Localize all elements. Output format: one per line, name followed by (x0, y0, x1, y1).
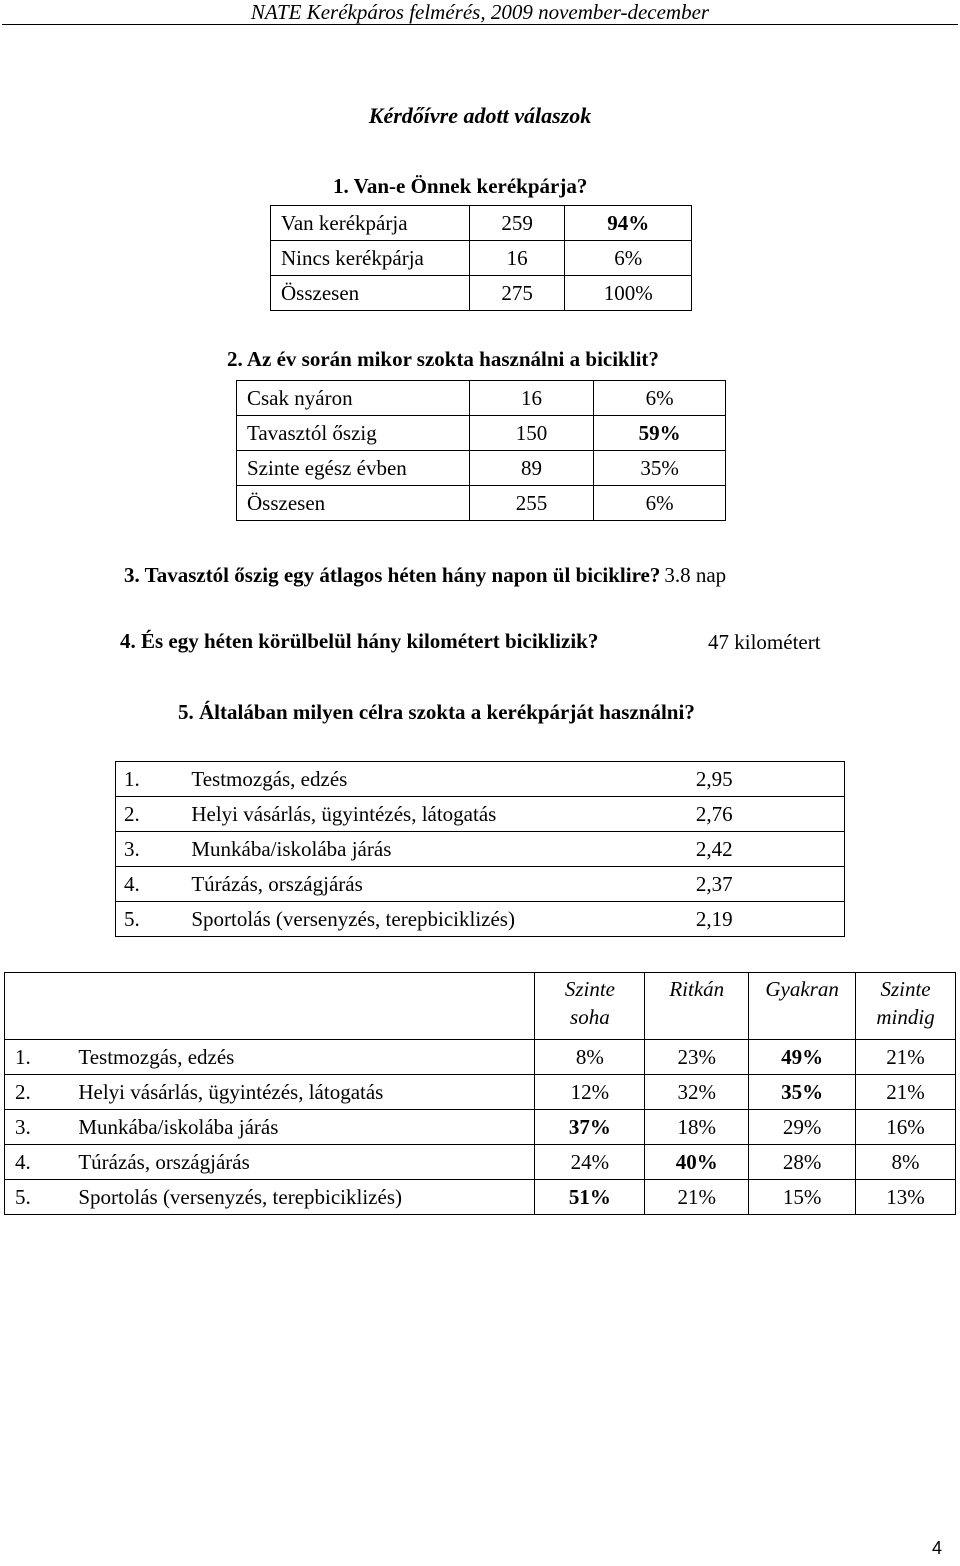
table-row (237, 416, 726, 451)
row-count: 259 (469, 206, 565, 241)
row-label: Csak nyáron (237, 381, 470, 416)
frequency-value: 8% (856, 1145, 956, 1180)
frequency-value: 16% (856, 1110, 956, 1145)
rank-label: Túrázás, országjárás (191, 867, 695, 902)
rank-number: 3. (116, 832, 192, 867)
rank-score: 2,42 (696, 832, 845, 867)
row-percent: 6% (594, 486, 726, 521)
table-row (271, 206, 692, 241)
frequency-value: 8% (535, 1040, 645, 1075)
frequency-value: 29% (749, 1110, 856, 1145)
frequency-number: 2. (5, 1075, 79, 1110)
ranking-row (116, 867, 845, 902)
frequency-row (5, 1040, 956, 1075)
row-count: 16 (469, 381, 594, 416)
row-label: Összesen (237, 486, 470, 521)
frequency-number: 4. (5, 1145, 79, 1180)
frequency-value: 18% (645, 1110, 749, 1145)
row-label: Nincs kerékpárja (271, 241, 470, 276)
table-row (237, 381, 726, 416)
row-count: 255 (469, 486, 594, 521)
q1-table (270, 205, 692, 311)
q2-table (236, 380, 726, 521)
header-divider (2, 24, 958, 25)
row-percent: 94% (565, 206, 692, 241)
rank-number: 2. (116, 797, 192, 832)
frequency-label: Helyi vásárlás, ügyintézés, látogatás (78, 1075, 535, 1110)
question-5: 5. Általában milyen célra szokta a kerékpárját használni? (178, 700, 695, 724)
frequency-label: Testmozgás, edzés (78, 1040, 535, 1075)
frequency-label: Túrázás, országjárás (78, 1145, 535, 1180)
answer-4: 47 kilométert (708, 630, 821, 654)
frequency-value: 15% (749, 1180, 856, 1215)
ranking-row (116, 832, 845, 867)
frequency-value: 40% (645, 1145, 749, 1180)
rank-score: 2,76 (696, 797, 845, 832)
frequency-header-blank (5, 973, 535, 1040)
question-2: 2. Az év során mikor szokta használni a biciklit? (227, 347, 659, 371)
row-percent: 100% (565, 276, 692, 311)
frequency-value: 49% (749, 1040, 856, 1075)
frequency-value: 23% (645, 1040, 749, 1075)
frequency-value: 21% (856, 1040, 956, 1075)
table-row (271, 276, 692, 311)
frequency-label: Munkába/iskolába járás (78, 1110, 535, 1145)
frequency-number: 5. (5, 1180, 79, 1215)
header-line: Szinte (880, 977, 931, 1001)
header-line: Szinte (564, 977, 615, 1001)
frequency-value: 24% (535, 1145, 645, 1180)
frequency-row (5, 1180, 956, 1215)
rank-score: 2,19 (696, 902, 845, 937)
header-line: Gyakran (765, 977, 839, 1001)
row-count: 275 (469, 276, 565, 311)
purpose-ranking-table (115, 761, 845, 937)
row-label: Van kerékpárja (271, 206, 470, 241)
rank-label: Munkába/iskolába járás (191, 832, 695, 867)
row-percent: 59% (594, 416, 726, 451)
frequency-value: 51% (535, 1180, 645, 1215)
answer-3: 3.8 nap (664, 563, 727, 587)
rank-score: 2,95 (696, 762, 845, 797)
frequency-header-cell (749, 973, 856, 1040)
frequency-number: 1. (5, 1040, 79, 1075)
row-label: Összesen (271, 276, 470, 311)
row-count: 89 (469, 451, 594, 486)
row-count: 16 (469, 241, 565, 276)
page-header: NATE Kerékpáros felmérés, 2009 november-december (250, 0, 710, 24)
frequency-number: 3. (5, 1110, 79, 1145)
ranking-row (116, 797, 845, 832)
frequency-value: 21% (856, 1075, 956, 1110)
row-percent: 35% (594, 451, 726, 486)
rank-label: Sportolás (versenyzés, terepbiciklizés) (191, 902, 695, 937)
frequency-row (5, 1075, 956, 1110)
ranking-row (116, 762, 845, 797)
question-4: 4. És egy héten körülbelül hány kilométert biciklizik? (120, 629, 599, 653)
frequency-header-cell (535, 973, 645, 1040)
frequency-header-cell (856, 973, 956, 1040)
header-line: mindig (876, 1005, 935, 1029)
row-percent: 6% (594, 381, 726, 416)
frequency-row (5, 1145, 956, 1180)
row-count: 150 (469, 416, 594, 451)
header-line: soha (570, 1005, 610, 1029)
table-row (237, 451, 726, 486)
frequency-value: 21% (645, 1180, 749, 1215)
row-label: Szinte egész évben (237, 451, 470, 486)
frequency-value: 28% (749, 1145, 856, 1180)
page-number: 4 (931, 1538, 942, 1558)
frequency-value: 13% (856, 1180, 956, 1215)
rank-number: 4. (116, 867, 192, 902)
frequency-value: 32% (645, 1075, 749, 1110)
rank-score: 2,37 (696, 867, 845, 902)
rank-label: Helyi vásárlás, ügyintézés, látogatás (191, 797, 695, 832)
frequency-header-cell (645, 973, 749, 1040)
rank-number: 5. (116, 902, 192, 937)
frequency-row (5, 1110, 956, 1145)
purpose-frequency-table (4, 972, 956, 1215)
frequency-header-row (5, 973, 956, 1040)
table-row (237, 486, 726, 521)
frequency-value: 37% (535, 1110, 645, 1145)
question-1: 1. Van-e Önnek kerékpárja? (333, 174, 588, 198)
ranking-row (116, 902, 845, 937)
rank-label: Testmozgás, edzés (191, 762, 695, 797)
frequency-value: 12% (535, 1075, 645, 1110)
row-label: Tavasztól őszig (237, 416, 470, 451)
header-line: Ritkán (669, 977, 725, 1001)
table-row (271, 241, 692, 276)
row-percent: 6% (565, 241, 692, 276)
page-title: Kérdőívre adott válaszok (368, 103, 592, 128)
frequency-label: Sportolás (versenyzés, terepbiciklizés) (78, 1180, 535, 1215)
rank-number: 1. (116, 762, 192, 797)
question-3: 3. Tavasztól őszig egy átlagos héten hány napon ül biciklire? (124, 563, 661, 587)
frequency-value: 35% (749, 1075, 856, 1110)
